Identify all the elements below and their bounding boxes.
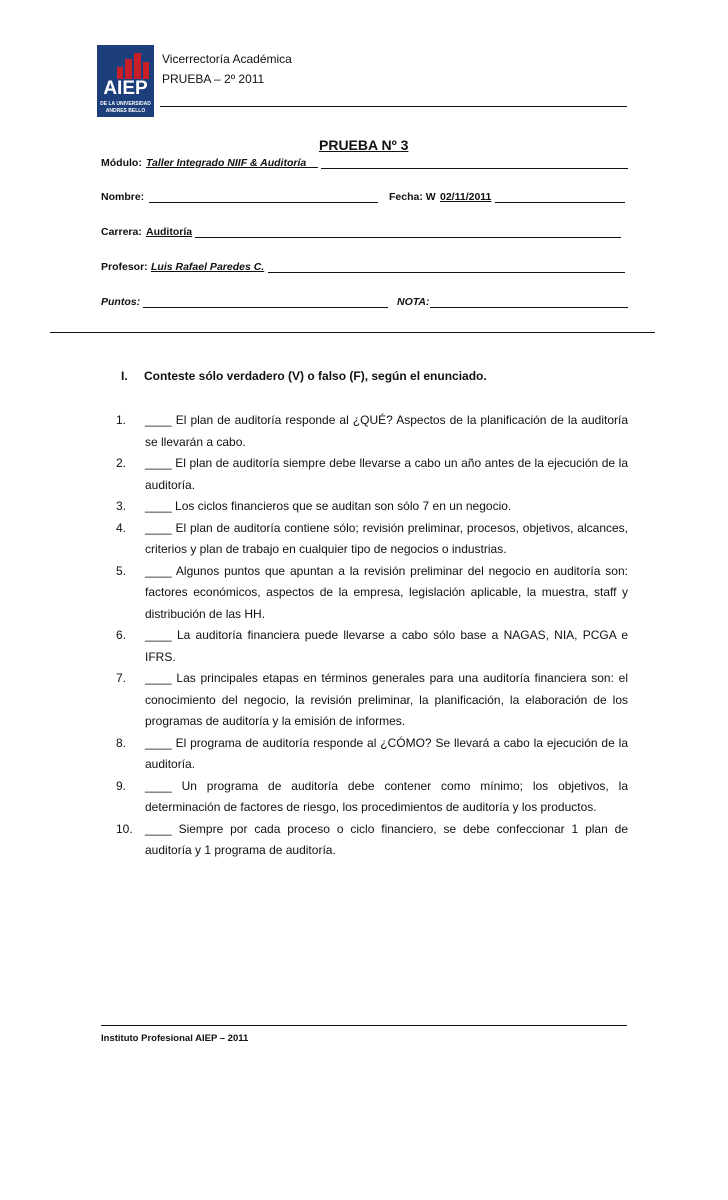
question-number: 3. (116, 499, 127, 513)
form-divider (50, 332, 655, 333)
question-text: ____ El programa de auditoría responde al ¿CÓMO? Se llevará a cabo la ejecución de la auditoría. (145, 735, 628, 771)
question-item (116, 625, 628, 668)
footer-rule (101, 1025, 627, 1026)
puntos-blank-line[interactable] (143, 307, 388, 308)
question-item (116, 733, 628, 776)
fecha-label: Fecha: W (389, 191, 436, 203)
carrera-field (101, 226, 621, 240)
question-item (116, 668, 628, 733)
question-text: ____ Algunos puntos que apuntan a la revisión preliminar del negocio en auditoría son: factores económicos, aspectos de la empresa, legislación aplicable, la muestra, staff y distribución de las HH. (145, 563, 628, 621)
logo-subtext-2: ANDRES BELLO (105, 108, 146, 114)
nombre-label: Nombre: (101, 191, 145, 203)
modulo-field (101, 157, 628, 171)
question-number: 7. (116, 671, 127, 685)
question-text: ____ El plan de auditoría responde al ¿QUÉ? Aspectos de la planificación de la auditoría se llevarán a cabo. (145, 413, 628, 449)
question-item (116, 410, 628, 453)
nombre-blank-line[interactable] (149, 202, 378, 203)
question-text: ____ El plan de auditoría contiene sólo; revisión preliminar, procesos, objetivos, alcances, criterios y plan de trabajo en cualquier tipo de negocios o industrias. (145, 520, 628, 556)
question-number: 6. (116, 628, 127, 642)
question-number: 9. (116, 778, 127, 793)
question-item (116, 776, 628, 819)
question-number: 5. (116, 563, 127, 578)
carrera-blank-line (195, 237, 621, 238)
profesor-field (101, 261, 625, 275)
question-item (116, 819, 628, 862)
page-title: PRUEBA Nº 3 (319, 137, 409, 153)
puntos-field (101, 296, 628, 310)
test-period: PRUEBA – 2º 2011 (162, 72, 265, 86)
question-number: 1. (116, 413, 127, 427)
question-item (116, 561, 628, 626)
profesor-label: Profesor: (101, 261, 148, 273)
profesor-value: Luis Rafael Paredes C. (151, 261, 265, 273)
section-instruction: Conteste sólo verdadero (V) o falso (F), según el enunciado. (144, 369, 487, 383)
section-number: I. (121, 369, 128, 383)
question-number: 8. (116, 735, 127, 750)
nombre-field (101, 191, 625, 205)
question-number: 4. (116, 520, 127, 535)
question-text: ____ El plan de auditoría siempre debe llevarse a cabo un año antes de la ejecución de la auditoría. (145, 456, 628, 492)
nota-blank-line[interactable] (430, 307, 628, 308)
modulo-label: Módulo: (101, 157, 142, 169)
fecha-blank-line (495, 202, 625, 203)
fecha-value: 02/11/2011 (440, 191, 492, 203)
carrera-label: Carrera: (101, 226, 142, 238)
question-list (116, 410, 628, 862)
question-number: 10. (116, 821, 133, 836)
logo-subtext-1: DE LA UNIVERSIDAD (100, 101, 151, 107)
logo-wordmark: AIEP (103, 78, 148, 99)
nota-label: NOTA: (397, 296, 430, 308)
question-text: ____ Siempre por cada proceso o ciclo financiero, se debe confeccionar 1 plan de auditoría y 1 programa de auditoría. (145, 821, 628, 857)
modulo-blank-line (321, 168, 628, 169)
footer-text: Instituto Profesional AIEP – 2011 (101, 1033, 249, 1044)
modulo-value: Taller Integrado NIIF & Auditoría__ (146, 157, 318, 169)
building-icon (117, 53, 149, 79)
profesor-blank-line (268, 272, 625, 273)
puntos-label: Puntos: (101, 296, 141, 308)
aiep-logo (97, 45, 154, 117)
question-item (116, 496, 628, 518)
question-item (116, 453, 628, 496)
carrera-value: Auditoría (146, 226, 193, 238)
question-number: 2. (116, 456, 127, 470)
question-text: ____ Los ciclos financieros que se auditan son sólo 7 en un negocio. (145, 499, 512, 513)
header-rule (160, 106, 627, 107)
question-text: ____ La auditoría financiera puede llevarse a cabo sólo base a NAGAS, NIA, PCGA e IFRS. (145, 628, 628, 664)
institution-name: Vicerrectoría Académica (162, 52, 292, 66)
question-item (116, 518, 628, 561)
question-text: ____ Las principales etapas en términos generales para una auditoría financiera son: el conocimiento del negocio, la revisión preliminar, la planificación, la elaboración de los programas de auditoría y la emisión de informes. (145, 671, 628, 728)
question-text: ____ Un programa de auditoría debe contener como mínimo; los objetivos, la determinación de factores de riesgo, los procedimientos de auditoría y los productos. (145, 778, 628, 814)
